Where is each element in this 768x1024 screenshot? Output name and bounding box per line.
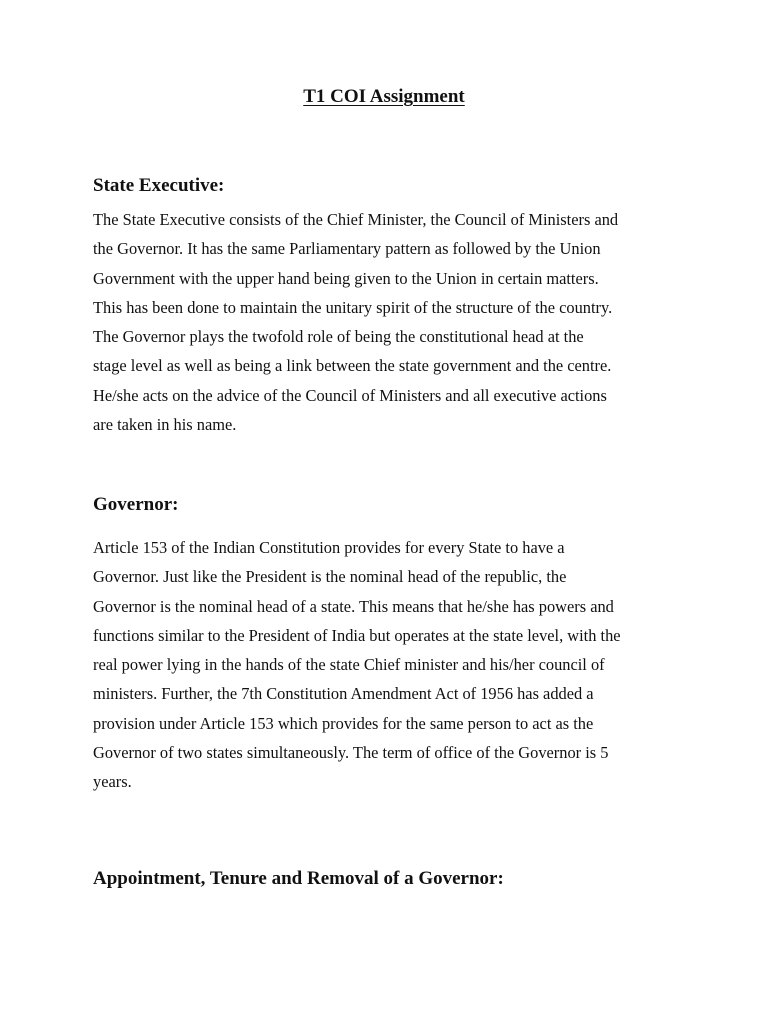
section-heading-appointment: Appointment, Tenure and Removal of a Governor: xyxy=(93,868,504,889)
text-line: Governor. Just like the President is the nominal head of the republic, the xyxy=(93,567,567,587)
text-line: are taken in his name. xyxy=(93,415,237,435)
text-line: provision under Article 153 which provides for the same person to act as the xyxy=(93,713,594,733)
section-heading-governor: Governor: xyxy=(93,494,179,515)
text-line: years. xyxy=(93,772,132,792)
text-line: Article 153 of the Indian Constitution provides for every State to have a xyxy=(93,538,565,557)
text-line: The State Executive consists of the Chief Minister, the Council of Ministers and xyxy=(93,210,619,229)
text-line: functions similar to the President of India but operates at the state level, with the xyxy=(93,625,621,645)
text-line: He/she acts on the advice of the Council of Ministers and all executive actions xyxy=(93,385,607,405)
text-line: ministers. Further, the 7th Constitution Amendment Act of 1956 has added a xyxy=(93,684,594,704)
text-line: Governor is the nominal head of a state. This means that he/she has powers and xyxy=(93,596,614,616)
text-line: stage level as well as being a link between the state government and the centre. xyxy=(93,356,612,376)
section-heading-state-executive: State Executive: xyxy=(93,175,225,196)
text-line: The Governor plays the twofold role of being the constitutional head at the xyxy=(93,327,584,347)
section-body-state-executive xyxy=(93,205,683,439)
text-line: Governor of two states simultaneously. The term of office of the Governor is 5 xyxy=(93,743,609,763)
section-body-governor xyxy=(93,533,683,797)
text-line: the Governor. It has the same Parliamentary pattern as followed by the Union xyxy=(93,239,601,259)
text-line: This has been done to maintain the unitary spirit of the structure of the country. xyxy=(93,297,613,317)
document-title: T1 COI Assignment xyxy=(303,86,465,107)
text-line: Government with the upper hand being given to the Union in certain matters. xyxy=(93,268,599,288)
text-line: real power lying in the hands of the state Chief minister and his/her council of xyxy=(93,655,605,675)
